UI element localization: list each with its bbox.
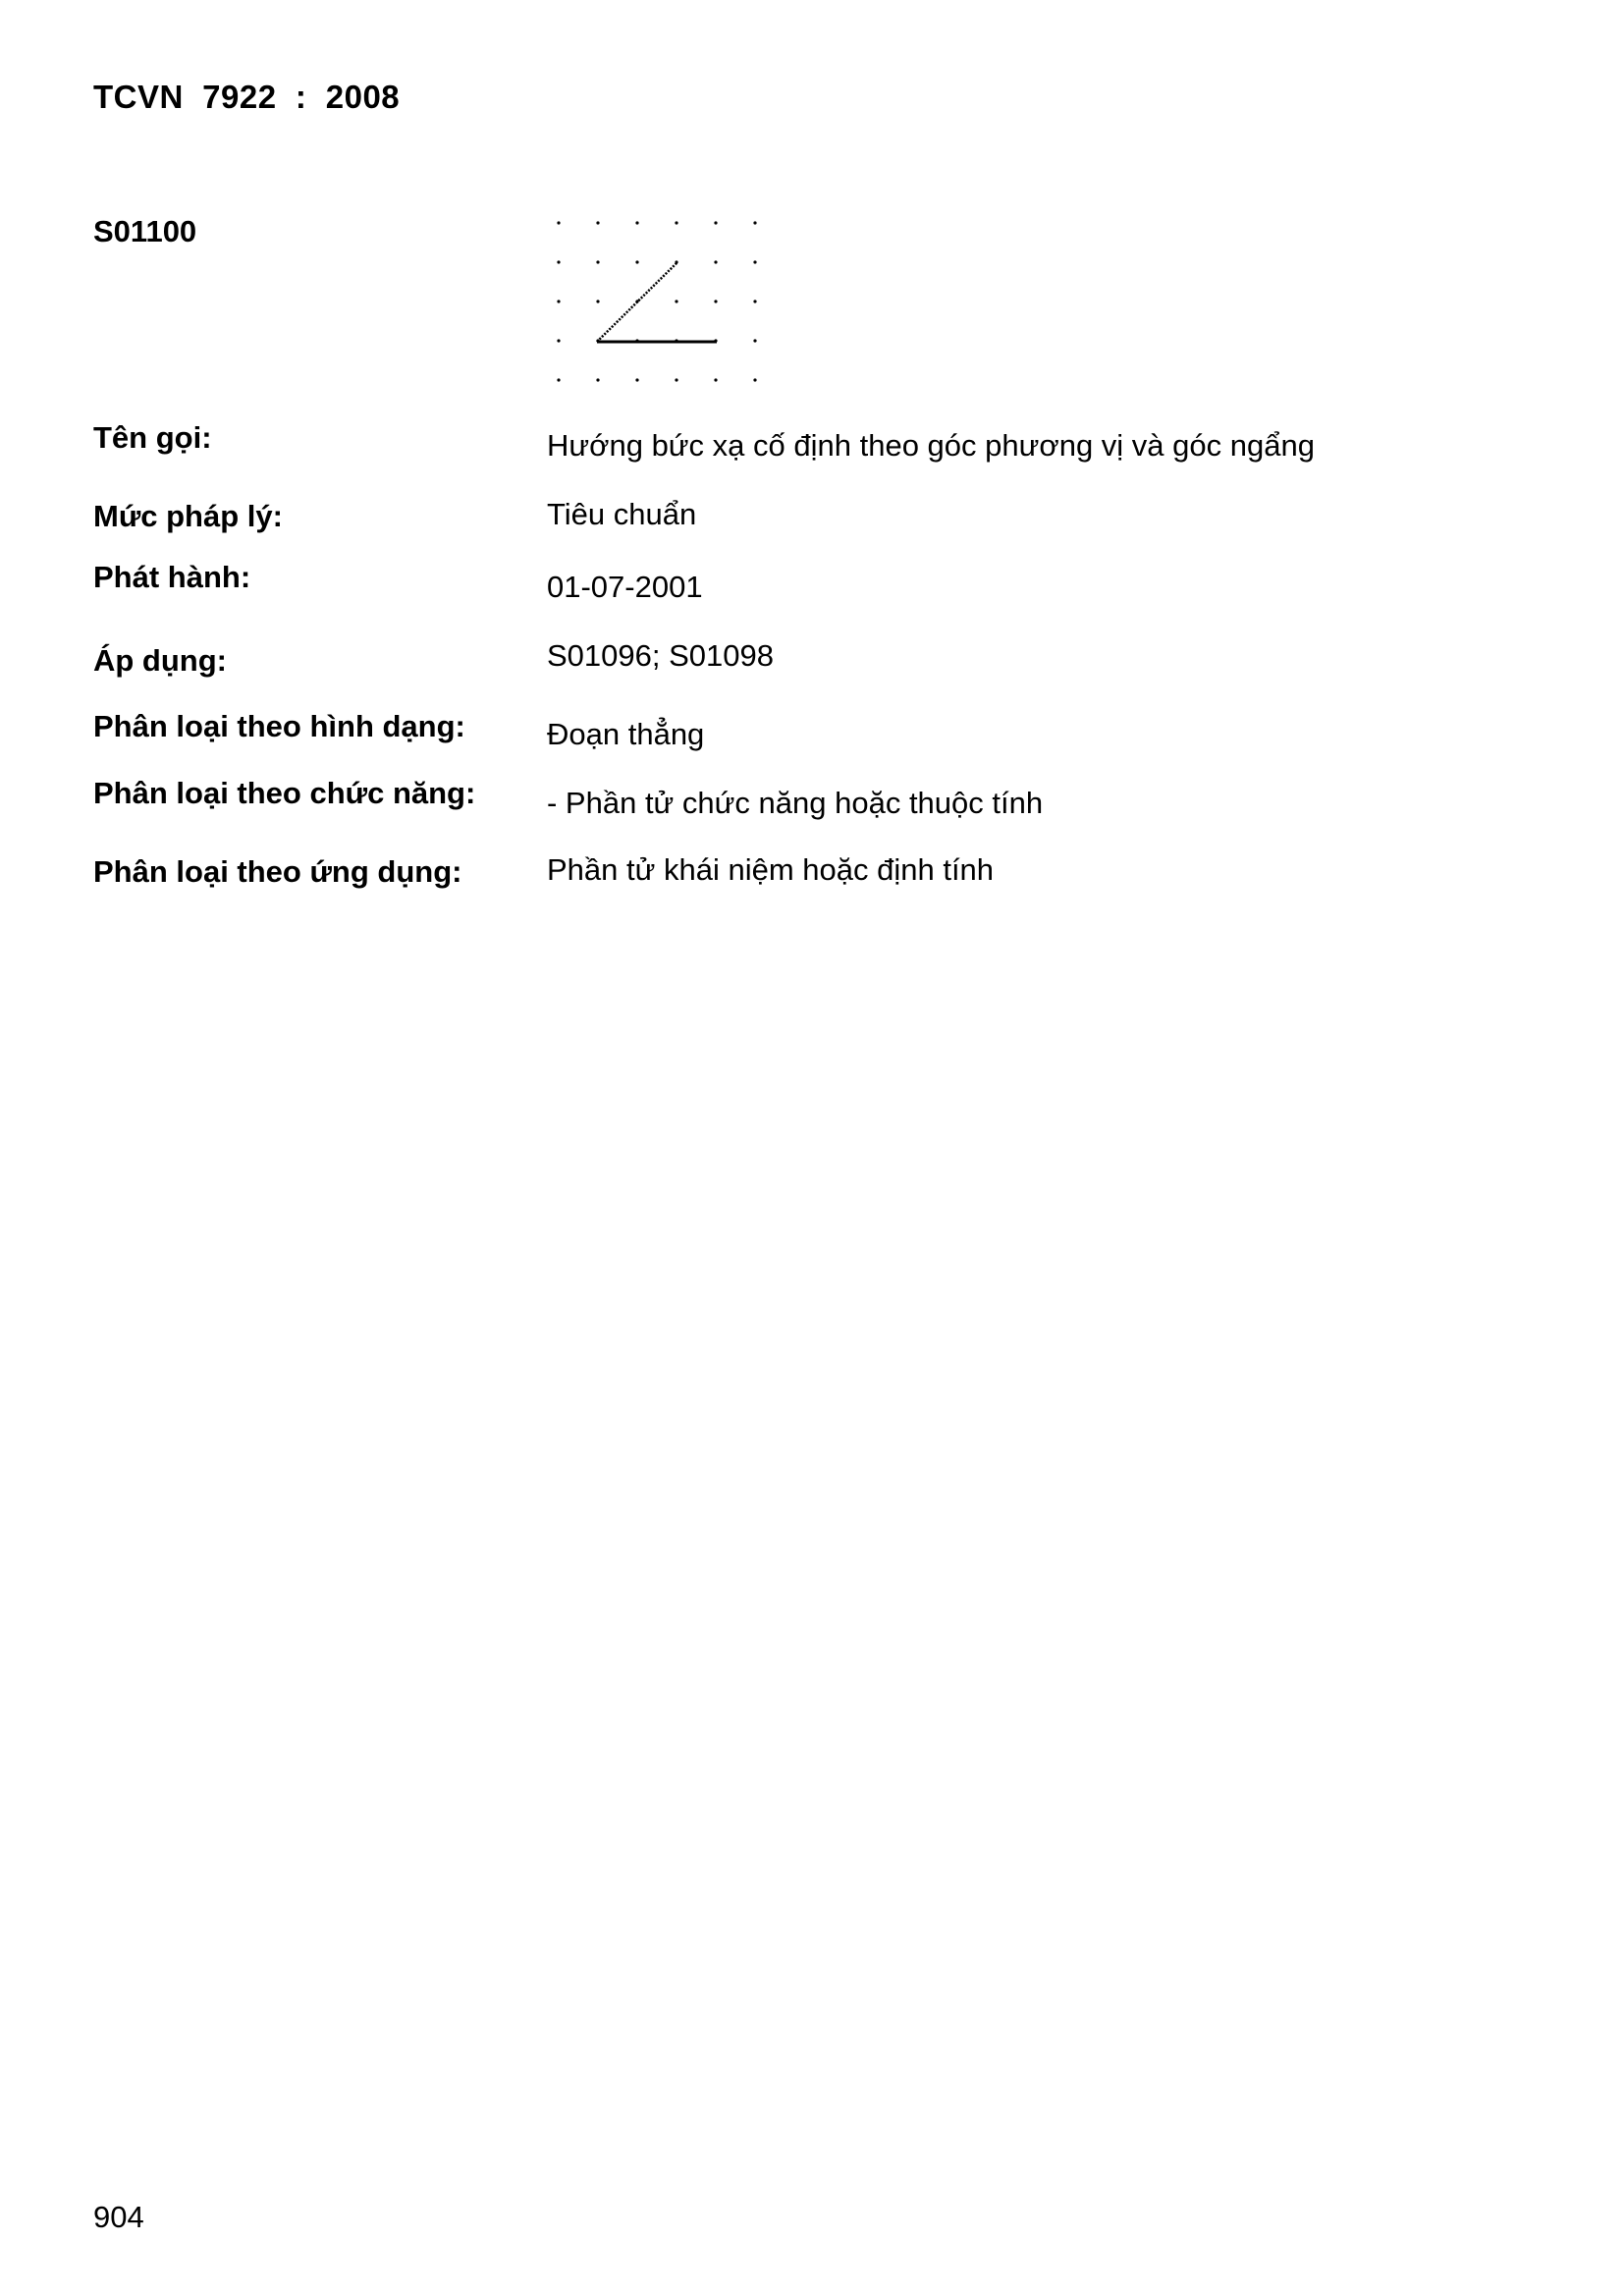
azimuth-elevation-angle-symbol-icon	[545, 211, 761, 388]
page-number: 904	[93, 2200, 144, 2234]
grid-dot	[675, 221, 677, 224]
grid-dot	[714, 378, 717, 381]
grid-dot	[675, 378, 677, 381]
grid-dot	[596, 378, 599, 381]
grid-dot	[753, 339, 756, 342]
grid-dot	[714, 221, 717, 224]
grid-dot	[557, 300, 560, 302]
grid-dot	[714, 260, 717, 263]
document-header: TCVN 7922 : 2008	[93, 79, 401, 115]
grid-dot	[635, 378, 638, 381]
grid-dot	[596, 260, 599, 263]
field-value-function-class: - Phần tử chức năng hoặc thuộc tính	[547, 786, 1044, 820]
grid-dot	[557, 221, 560, 224]
field-value-application-class: Phần tử khái niệm hoặc định tính	[547, 852, 995, 887]
field-label-applies: Áp dụng:	[93, 643, 228, 678]
grid-dot	[557, 378, 560, 381]
grid-dot	[557, 260, 560, 263]
symbol-grid	[557, 221, 756, 381]
field-label-shape-class: Phân loại theo hình dạng:	[93, 709, 465, 743]
field-label-issued: Phát hành:	[93, 560, 251, 594]
field-value-applies: S01096; S01098	[547, 638, 774, 673]
grid-dot	[714, 300, 717, 302]
grid-dot	[635, 260, 638, 263]
grid-dot	[557, 339, 560, 342]
grid-dot	[596, 300, 599, 302]
field-label-legal-level: Mức pháp lý:	[93, 499, 283, 533]
grid-dot	[635, 221, 638, 224]
symbol-diagonal	[597, 262, 677, 342]
field-label-application-class: Phân loại theo ứng dụng:	[93, 854, 462, 889]
field-value-name: Hướng bức xạ cố định theo góc phương vị và góc ngẩng	[547, 428, 1315, 463]
grid-dot	[675, 300, 677, 302]
grid-dot	[753, 378, 756, 381]
symbol-code: S01100	[93, 214, 197, 248]
grid-dot	[753, 260, 756, 263]
field-value-issued: 01-07-2001	[547, 570, 703, 604]
grid-dot	[596, 221, 599, 224]
grid-dot	[753, 300, 756, 302]
field-label-name: Tên gọi:	[93, 420, 212, 455]
field-value-legal-level: Tiêu chuẩn	[547, 497, 697, 531]
field-value-shape-class: Đoạn thẳng	[547, 717, 705, 751]
field-label-function-class: Phân loại theo chức năng:	[93, 776, 476, 810]
grid-dot	[753, 221, 756, 224]
